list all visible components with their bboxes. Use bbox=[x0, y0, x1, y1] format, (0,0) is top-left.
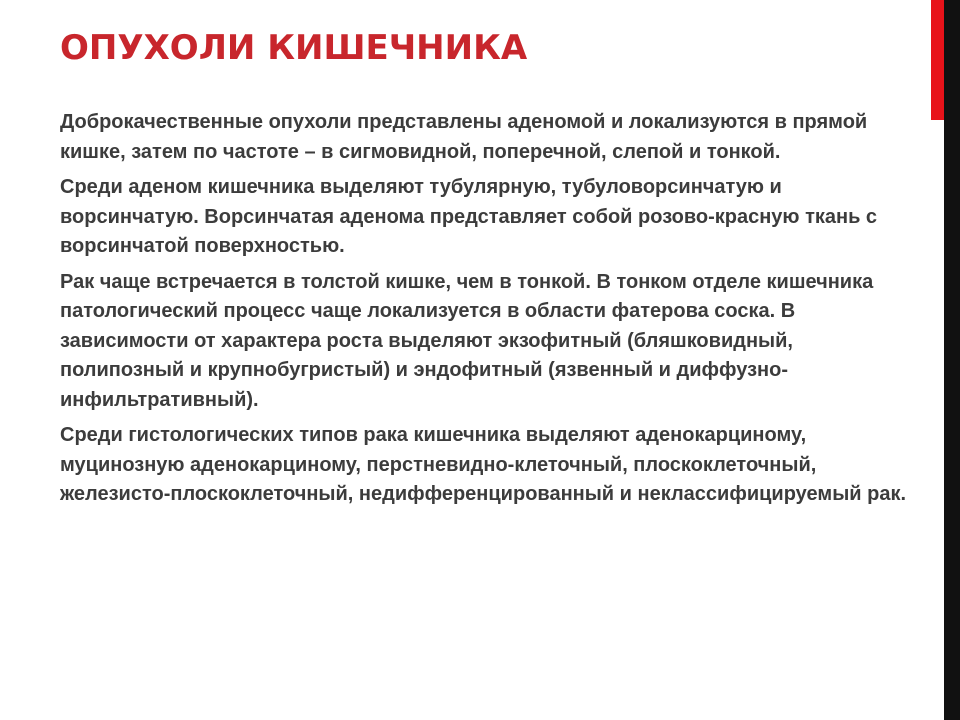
accent-bar-red bbox=[931, 0, 944, 120]
slide-title: ОПУХОЛИ КИШЕЧНИКА bbox=[60, 28, 528, 68]
paragraph-benign-tumors: Доброкачественные опухоли представлены аденомой и локализуются в прямой кишке, затем по частоте – в сигмовидной, поперечной, слепой и тонкой. bbox=[60, 111, 868, 163]
paragraph-cancer-localization: Рак чаще встречается в толстой кишке, чем в тонкой. В тонком отделе кишечника патологический процесс чаще локализуется в области фатерова соска. В зависимости от характера роста выделяют экзофитный (бляшковидный, полипозный и крупнобугристый) и эндофитный (язвенный и диффузно-инфильтративный). bbox=[60, 270, 874, 411]
slide-body bbox=[60, 108, 910, 516]
paragraph-histological-types: Среди гистологических типов рака кишечника выделяют аденокарциному, муцинозную аденокарциному, перстневидно-клеточный, плоскоклеточный, железисто-плоскоклеточный, недифференцированный и неклассифицируемый рак. bbox=[60, 424, 907, 505]
accent-bar-black bbox=[944, 0, 960, 720]
paragraph-adenoma-types: Среди аденом кишечника выделяют тубулярную, тубуловорсинчатую и ворсинчатую. Ворсинчатая аденома представляет собой розово-красную ткань с ворсинчатой поверхностью. bbox=[60, 176, 878, 257]
